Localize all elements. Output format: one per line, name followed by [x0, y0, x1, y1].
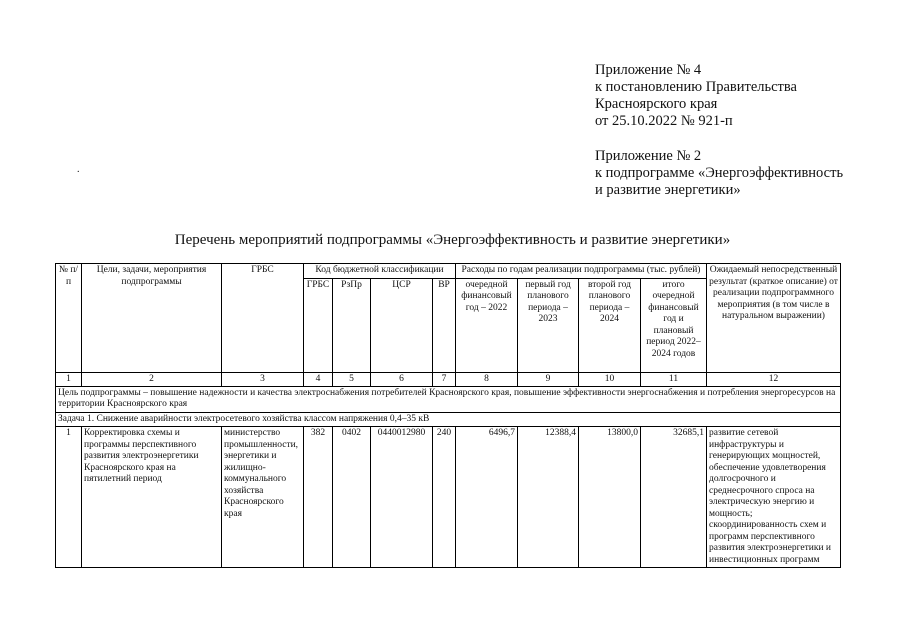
appendix-line: от 25.10.2022 № 921-п — [595, 113, 733, 129]
header-year-2022: очередной финансовый год – 2022 — [456, 278, 518, 372]
document-title: Перечень мероприятий подпрограммы «Энергоэффективность и развитие энергетики» — [174, 232, 731, 248]
header-budget-code: Код бюджетной классификации — [304, 264, 456, 279]
appendix-4-header — [595, 62, 797, 130]
appendix-line: к постановлению Правительства — [595, 79, 797, 95]
header-goals: Цели, задачи, мероприятия подпрограммы — [82, 264, 222, 373]
row-grbs-name: министерство промышленности, энергетики и жилищно-коммунального хозяйства Красноярского края — [222, 427, 304, 568]
column-number: 12 — [707, 372, 841, 386]
row-expected-result: развитие сетевой инфраструктуры и генерирующих мощностей, обеспечение удовлетворения долгосрочного и среднесрочного спроса на электрическую энергию и мощность; скоординированность схем и программ перспективного развития электроэнергетики и инвестиционных программ — [707, 427, 841, 568]
row-vr-code: 240 — [433, 427, 456, 568]
task-text: Задача 1. Снижение аварийности электросетевого хозяйства классом напряжения 0,4–35 кВ — [56, 412, 841, 427]
header-budget-vr: ВР — [433, 278, 456, 372]
header-budget-csr: ЦСР — [371, 278, 433, 372]
row-amount-2022: 6496,7 — [456, 427, 518, 568]
column-number: 11 — [641, 372, 707, 386]
header-num: № п/п — [56, 264, 82, 373]
measures-table — [55, 263, 841, 568]
header-year-2023: первый год планового периода – 2023 — [518, 278, 579, 372]
row-num: 1 — [56, 427, 82, 568]
row-measure-name: Корректировка схемы и программы перспективного развития электроэнергетики Красноярского края на пятилетний период — [82, 427, 222, 568]
header-year-2024: второй год планового периода – 2024 — [579, 278, 641, 372]
task-row — [56, 412, 841, 427]
column-number: 3 — [222, 372, 304, 386]
header-total: итого очередной финансовый год и плановый период 2022–2024 годов — [641, 278, 707, 372]
appendix-line: Приложение № 2 — [595, 148, 702, 164]
appendix-2-header — [595, 148, 843, 199]
header-expenses: Расходы по годам реализации подпрограммы (тыс. рублей) — [456, 264, 707, 279]
column-number: 8 — [456, 372, 518, 386]
column-number: 5 — [333, 372, 371, 386]
appendix-line: Красноярского края — [595, 96, 718, 112]
appendix-line: Приложение № 4 — [595, 62, 702, 78]
goal-row — [56, 386, 841, 412]
stray-mark: . — [77, 164, 80, 175]
row-rzpr-code: 0402 — [333, 427, 371, 568]
row-grbs-code: 382 — [304, 427, 333, 568]
column-number: 1 — [56, 372, 82, 386]
column-number: 4 — [304, 372, 333, 386]
row-amount-2023: 12388,4 — [518, 427, 579, 568]
column-number: 9 — [518, 372, 579, 386]
header-row-1 — [56, 264, 841, 279]
row-amount-total: 32685,1 — [641, 427, 707, 568]
header-grbs: ГРБС — [222, 264, 304, 373]
header-budget-grbs: ГРБС — [304, 278, 333, 372]
column-number: 10 — [579, 372, 641, 386]
header-budget-rzpr: РзПр — [333, 278, 371, 372]
column-number: 7 — [433, 372, 456, 386]
header-expected-result: Ожидаемый непосредственный результат (краткое описание) от реализации подпрограммного мероприятия (в том числе в натуральном выражении) — [707, 264, 841, 373]
appendix-line: и развитие энергетики» — [595, 182, 741, 198]
table-row — [56, 427, 841, 568]
row-amount-2024: 13800,0 — [579, 427, 641, 568]
appendix-line: к подпрограмме «Энергоэффективность — [595, 165, 844, 181]
column-number: 6 — [371, 372, 433, 386]
column-number: 2 — [82, 372, 222, 386]
goal-text: Цель подпрограммы – повышение надежности и качества электроснабжения потребителей Красноярского края, повышение эффективности энергоснабжения и потребления энергоресурсов на территории Красноярского края — [56, 386, 841, 412]
column-numbers-row — [56, 372, 841, 386]
row-csr-code: 0440012980 — [371, 427, 433, 568]
